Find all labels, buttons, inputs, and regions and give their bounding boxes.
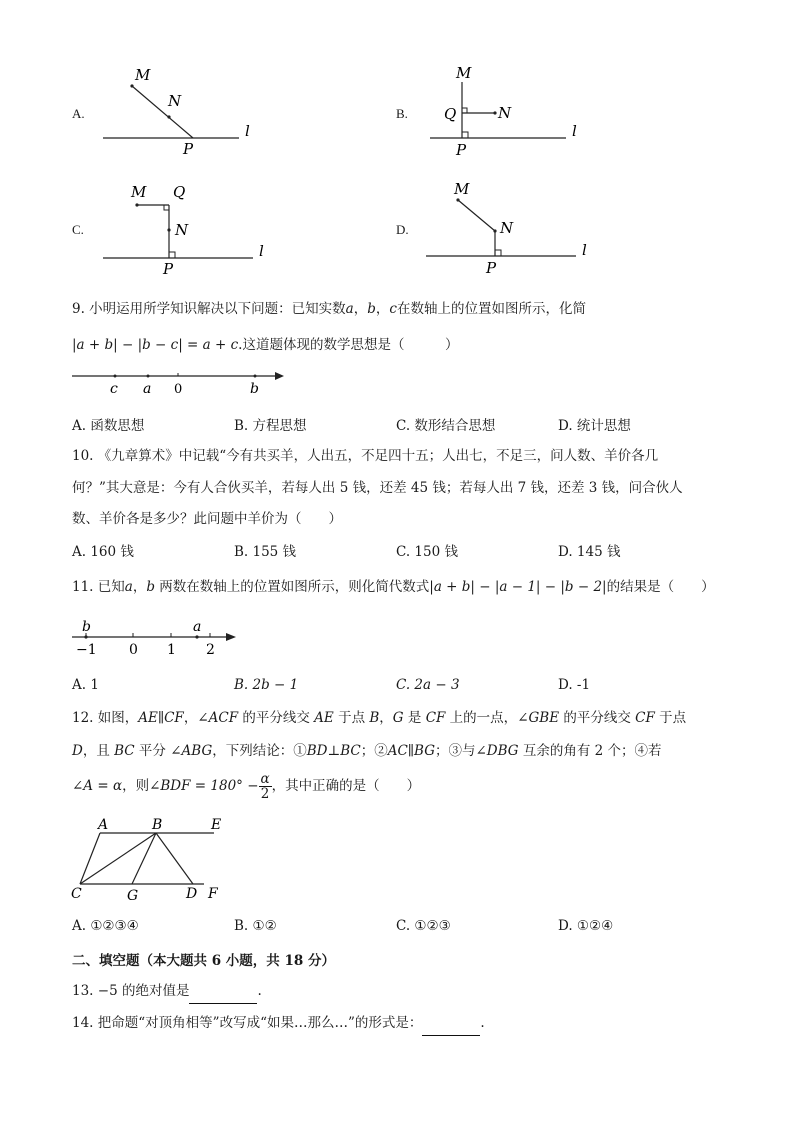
q12-stem-line1: 12. 如图，AE∥CF，∠ACF 的平分线交 AE 于点 B，G 是 CF 上的一点，∠GBE 的平分线交 CF 于点 — [72, 710, 687, 726]
point-m — [130, 84, 133, 87]
right-angle-q — [462, 108, 467, 113]
label-l: l — [245, 122, 250, 140]
label-n: N — [500, 219, 514, 237]
segment-bd — [156, 833, 193, 884]
q13-stem: 13. −5 的绝对值是 . — [72, 981, 262, 1004]
label-q: Q — [173, 183, 186, 201]
segment-mn — [458, 200, 495, 231]
q11-choice-c[interactable]: C. 2a − 3 — [396, 677, 460, 693]
point-n — [167, 115, 170, 118]
q8-option-d-label: D. — [396, 222, 409, 237]
q8-option-a-label: A. — [72, 106, 85, 121]
label-e: E — [211, 817, 222, 833]
segment-mp — [132, 86, 193, 138]
q10-stem-line1: 10. 《九章算术》中记载“今有共买羊，人出五，不足四十五；人出七，不足三，问人数、羊价各几 — [72, 448, 659, 464]
label-m: M — [135, 66, 151, 84]
right-angle-p — [462, 132, 468, 138]
q9-stem-line2: |a + b| − |b − c| = a + c.这道题体现的数学思想是（ ） — [72, 337, 459, 353]
label-n: N — [498, 104, 512, 122]
label-p: P — [486, 259, 497, 277]
q14-answer-blank[interactable] — [422, 1015, 480, 1036]
q11-choice-b[interactable]: B. 2b − 1 — [234, 677, 299, 693]
point-a — [195, 635, 198, 638]
q8-option-c-label: C. — [72, 222, 84, 237]
label-l: l — [259, 242, 264, 260]
q10-stem-line2: 何？”其大意是：今有人合伙买羊，若每人出 5 钱，还差 45 钱；若每人出 7 钱，还差 3 钱，问合伙人 — [72, 480, 683, 496]
label-c: C — [71, 886, 82, 902]
label-m: M — [131, 183, 147, 201]
q12-choice-a[interactable]: A. ①②③④ — [72, 918, 139, 934]
q12-stem-line3: ∠A = α，则∠BDF = 180° − $\frac{\alpha}{2}$ ，其中正确的是（ ） — [72, 771, 421, 802]
q8-option-a-figure — [95, 62, 265, 157]
arrow-head — [226, 633, 236, 641]
point-m — [135, 203, 138, 206]
label-p: P — [456, 141, 467, 159]
point-c — [114, 375, 117, 378]
label-l: l — [572, 122, 577, 140]
right-angle-p — [495, 250, 501, 256]
q11-choice-d[interactable]: D. -1 — [558, 677, 591, 693]
label-0: 0 — [174, 382, 183, 397]
tick-label-minus1: −1 — [76, 642, 97, 658]
q9-stem-line1: 9. 小明运用所学知识解决以下问题：已知实数a，b，c在数轴上的位置如图所示，化简 — [72, 301, 586, 317]
label-b: b — [250, 381, 259, 397]
q9-choice-a[interactable]: A. 函数思想 — [72, 418, 145, 434]
point-b — [84, 635, 87, 638]
q9-expression: |a + b| − |b − c| = a + c — [72, 337, 239, 353]
label-l: l — [582, 241, 587, 259]
q11-choice-a[interactable]: A. 1 — [72, 677, 99, 693]
q12-choice-d[interactable]: D. ①②④ — [558, 918, 614, 934]
q10-choice-d[interactable]: D. 145 钱 — [558, 544, 621, 560]
q10-stem-line3: 数、羊价各是多少？此问题中羊价为（ ） — [72, 511, 342, 527]
q10-choice-c[interactable]: C. 150 钱 — [396, 544, 458, 560]
right-angle-q — [164, 205, 169, 210]
tick-label-0: 0 — [129, 642, 138, 658]
q9-number-line — [70, 364, 290, 398]
q8-option-b-label: B. — [396, 106, 408, 121]
label-d: D — [186, 886, 198, 902]
label-c: c — [110, 381, 118, 397]
label-f: F — [208, 886, 218, 902]
q11-expression: |a + b| − |a − 1| − |b − 2| — [429, 579, 607, 595]
arrow-head — [275, 372, 284, 380]
label-a: a — [193, 619, 202, 635]
fraction-alpha-over-2: $\frac{\alpha}{2}$ — [260, 771, 270, 802]
label-n: N — [175, 221, 189, 239]
label-b: b — [82, 619, 91, 635]
q12-choice-c[interactable]: C. ①②③ — [396, 918, 451, 934]
label-q: Q — [444, 105, 457, 123]
q8-option-c-figure — [95, 178, 275, 278]
q12-figure — [68, 812, 238, 904]
right-angle-p — [169, 252, 175, 258]
q11-stem: 11. 已知a，b 两数在数轴上的位置如图所示，则化简代数式|a + b| − |a − 1| − |b − 2|的结果是（ ） — [72, 579, 715, 595]
q14-stem: 14. 把命题“对顶角相等”改写成“如果…那么…”的形式是： . — [72, 1013, 485, 1036]
label-m: M — [456, 64, 472, 82]
label-m: M — [454, 180, 470, 198]
q8-option-b-figure — [420, 62, 590, 160]
q8-option-d-figure — [420, 175, 600, 278]
point-a — [147, 375, 150, 378]
label-a: a — [143, 381, 152, 397]
section-2-title: 二、填空题（本大题共 6 小题，共 18 分） — [72, 953, 335, 969]
label-p: P — [183, 140, 194, 157]
q9-choice-d[interactable]: D. 统计思想 — [558, 418, 631, 434]
q10-choice-a[interactable]: A. 160 钱 — [72, 544, 134, 560]
point-n — [493, 111, 496, 114]
point-b — [254, 375, 257, 378]
label-a: A — [98, 817, 109, 833]
label-n: N — [168, 92, 182, 110]
label-p: P — [163, 260, 174, 278]
tick-label-1: 1 — [167, 642, 176, 658]
label-g: G — [127, 888, 139, 904]
q13-answer-blank[interactable] — [189, 983, 257, 1004]
q9-choice-b[interactable]: B. 方程思想 — [234, 418, 307, 434]
segment-ac — [80, 833, 100, 884]
q9-choice-c[interactable]: C. 数形结合思想 — [396, 418, 496, 434]
q10-choice-b[interactable]: B. 155 钱 — [234, 544, 297, 560]
q11-number-line — [70, 617, 250, 659]
point-n — [493, 229, 496, 232]
q12-choice-b[interactable]: B. ①② — [234, 918, 277, 934]
point-n — [167, 228, 170, 231]
tick-label-2: 2 — [206, 642, 215, 658]
q12-stem-line2: D，且 BC 平分 ∠ABG，下列结论：①BD⊥BC；②AC∥BG；③与∠DBG 互余的角有 2 个；④若 — [72, 743, 662, 759]
label-b: B — [152, 817, 163, 833]
point-m — [456, 198, 459, 201]
